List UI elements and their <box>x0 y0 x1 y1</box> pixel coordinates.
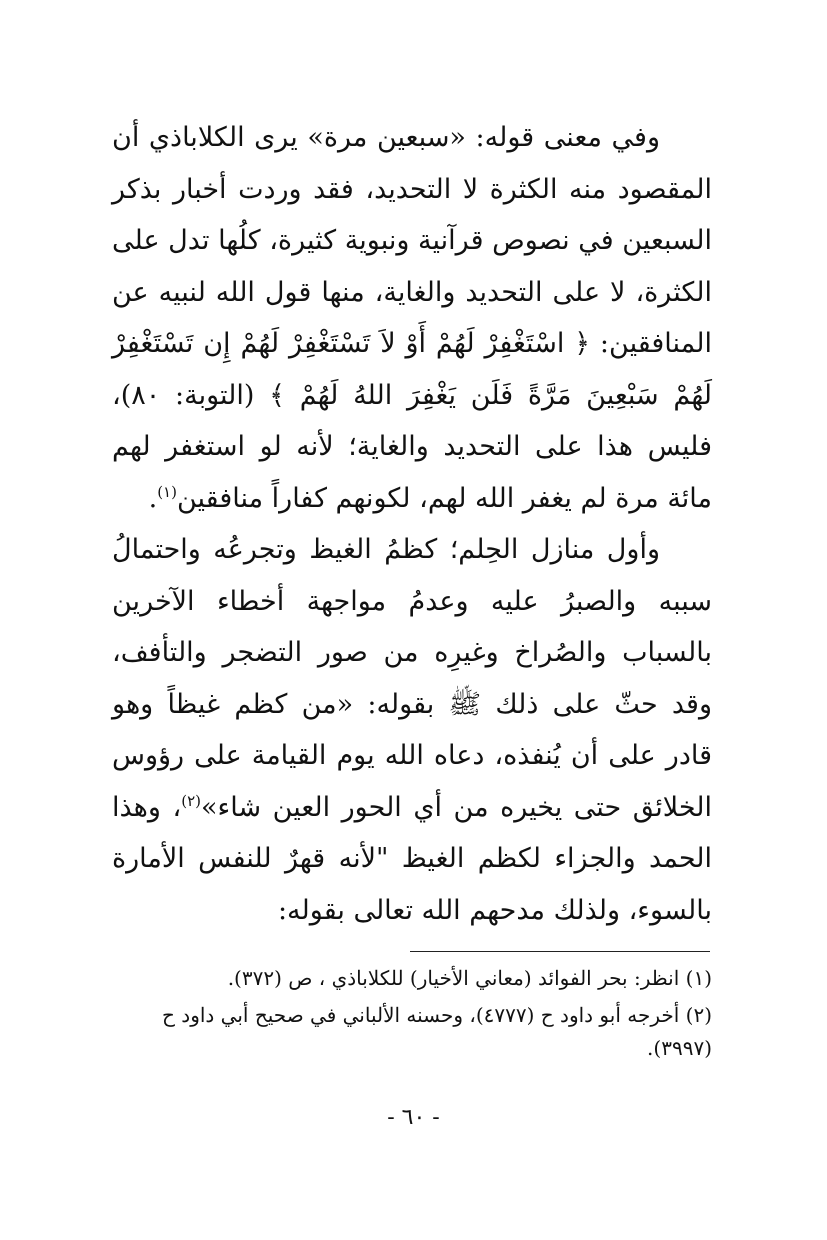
footnotes <box>112 962 712 1069</box>
paragraph-1 <box>112 112 712 524</box>
footnote-separator <box>410 951 710 952</box>
paragraph-2-text-b: ، وهذا الحمد والجزاء لكظم الغيظ "لأنه قهرٌ للنفس الأمارة بالسوء، ولذلك مدحهم الله تعالى بقوله: <box>112 791 712 926</box>
footnote-2: (٢) أخرجه أبو داود ح (٤٧٧٧)، وحسنه الألباني في صحيح أبي داود ح (٣٩٩٧). <box>162 1003 712 1060</box>
page-number: - ٦٠ - <box>387 1105 440 1130</box>
paragraph-2-text-a: وأول منازل الحِلم؛ كظمُ الغيظ وتجرعُه واحتمالُ سببه والصبرُ عليه وعدمُ مواجهة أخطاء الآخرين بالسباب والصُراخ وغيرِه من صور التضجر والتأفف، وقد حثّ على ذلك ﷺ بقوله: «من كظم غيظاً وهو قادر على أن يُنفذه، دعاه الله يوم القيامة على رؤوس الخلائق حتى يخيره من أي الحور العين شاء» <box>112 534 713 823</box>
paragraph-2 <box>112 524 712 936</box>
footnote-1: (١) انظر: بحر الفوائد (معاني الأخيار) للكلاباذي ، ص (٣٧٢). <box>227 966 712 990</box>
footnote-ref-1[interactable]: (١) <box>157 482 177 501</box>
paragraph-1-text-a: وفي معنى قوله: «سبعين مرة» يرى الكلاباذي أن المقصود منه الكثرة لا التحديد، فقد وردت أخبار بذكر السبعين في نصوص قرآنية ونبوية كثيرة، كلُها تدل على الكثرة، لا على التحديد والغاية، منها قول الله لنبيه عن المنافقين: <box>112 122 712 359</box>
main-text <box>112 112 712 936</box>
footnote-ref-2[interactable]: (٢) <box>181 791 202 810</box>
quran-verse: ﴿ اسْتَغْفِرْ لَهُمْ أَوْ لاَ تَسْتَغْفِرْ لَهُمْ إِن تَسْتَغْفِرْ لَهُمْ سَبْعِينَ مَرَّةً فَلَن يَغْفِرَ اللهُ لَهُمْ ﴾ <box>112 328 712 411</box>
paragraph-1-text-b: (التوبة: ٨٠)، فليس هذا على التحديد والغاية؛ لأنه لو استغفر لهم مائة مرة لم يغفر الله لهم، لكونهم كفاراً منافقين <box>112 379 712 514</box>
paragraph-1-end: . <box>148 482 158 514</box>
